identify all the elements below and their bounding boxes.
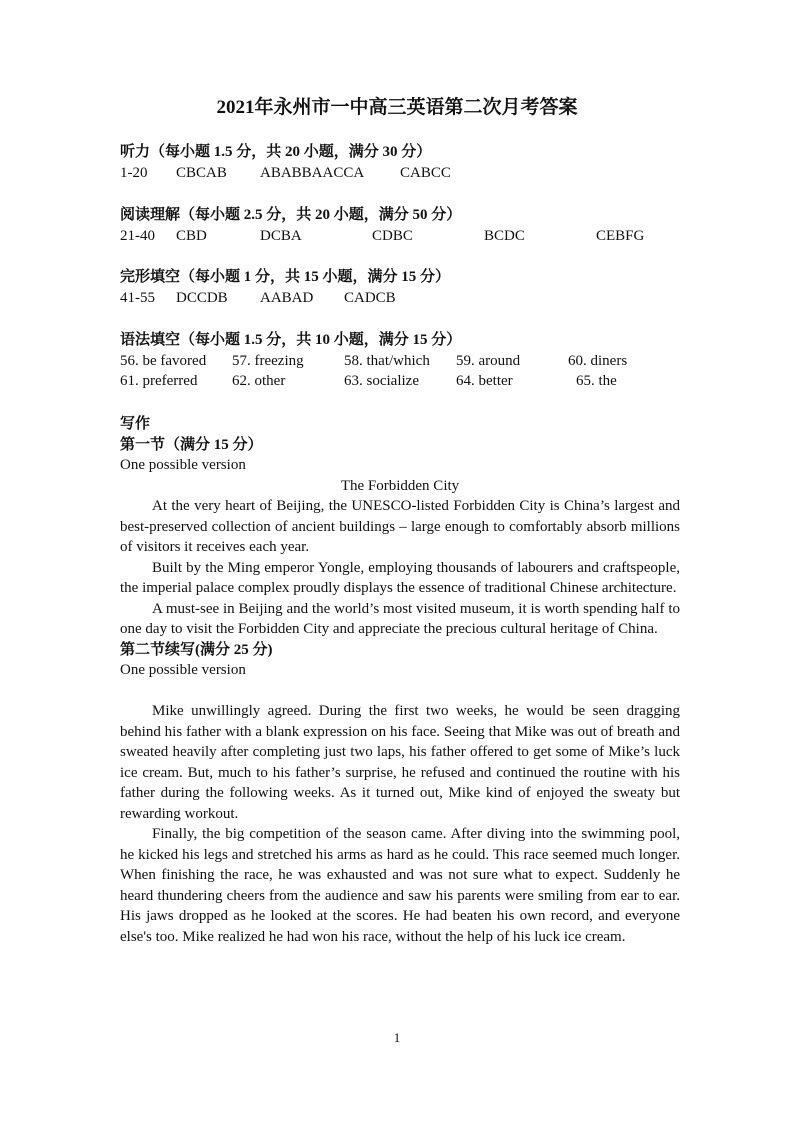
listening-section bbox=[120, 142, 680, 183]
page-number: 1 bbox=[393, 1030, 401, 1045]
answer-group: CBD bbox=[176, 227, 207, 244]
writing-section bbox=[120, 414, 680, 947]
writing-heading: 写作 bbox=[120, 416, 151, 432]
answer-group: CDBC bbox=[372, 227, 413, 244]
grammar-answer: 64. better bbox=[456, 373, 513, 389]
grammar-answer: 58. that/which bbox=[344, 352, 430, 369]
answer-group: CABCC bbox=[400, 164, 451, 181]
answer-group: AABAD bbox=[260, 289, 314, 306]
cloze-section bbox=[120, 267, 680, 308]
reading-section bbox=[120, 205, 680, 246]
grammar-answer: 63. socialize bbox=[344, 373, 419, 389]
cloze-range: 41-55 bbox=[120, 289, 155, 306]
grammar-answers-row bbox=[120, 351, 680, 372]
grammar-answer: 61. preferred bbox=[120, 373, 198, 389]
answer-group: ABABBAACCA bbox=[260, 164, 365, 181]
listening-range: 1-20 bbox=[120, 164, 148, 181]
cloze-heading: 完形填空（每小题 1 分，共 15 小题，满分 15 分） bbox=[120, 269, 451, 285]
cloze-answers bbox=[120, 288, 680, 309]
version-label: One possible version bbox=[120, 457, 246, 473]
reading-heading: 阅读理解（每小题 2.5 分，共 20 小题，满分 50 分） bbox=[120, 207, 462, 223]
answer-group: CEBFG bbox=[596, 227, 645, 244]
grammar-answer: 65. the bbox=[576, 373, 617, 389]
reading-range: 21-40 bbox=[120, 227, 155, 244]
listening-heading: 听力（每小题 1.5 分，共 20 小题，满分 30 分） bbox=[120, 144, 432, 160]
grammar-answer: 59. around bbox=[456, 352, 521, 369]
grammar-section bbox=[120, 330, 680, 392]
grammar-heading: 语法填空（每小题 1.5 分，共 10 小题，满分 15 分） bbox=[120, 332, 462, 348]
grammar-answer: 56. be favored bbox=[120, 352, 207, 369]
page-title: 2021年永州市一中高三英语第二次月考答案 bbox=[216, 97, 578, 118]
version-label: One possible version bbox=[120, 662, 246, 678]
part2-heading: 第二节续写(满分 25 分) bbox=[120, 641, 273, 658]
grammar-answers-row bbox=[120, 371, 680, 392]
answer-group: CADCB bbox=[344, 289, 396, 306]
answer-group: BCDC bbox=[484, 227, 525, 244]
reading-answers bbox=[120, 226, 680, 247]
essay-paragraph: A must-see in Beijing and the world’s most visited museum, it is worth spending half to one day to visit the Forbidden City and appreciate the precious cultural heritage of China. bbox=[120, 600, 680, 637]
essay-paragraph: At the very heart of Beijing, the UNESCO-listed Forbidden City is China’s largest and best-preserved collection of ancient buildings – large enough to comfortably absorb millions of visitors it receives each year. bbox=[120, 498, 680, 555]
listening-answers bbox=[120, 163, 680, 184]
essay-title: The Forbidden City bbox=[340, 477, 460, 494]
continuation-paragraph: Mike unwillingly agreed. During the first two weeks, he would be seen dragging behind his father with a blank expression on his face. Seeing that Mike was out of breath and sweated heavily after completing just two laps, his father offered to get some of Mike’s luck ice cream. But, much to his father’s surprise, he refused and continued the routine with his father during the following weeks. As it turned out, Mike kind of enjoyed the sweaty but rewarding workout. bbox=[120, 703, 680, 822]
continuation-paragraph: Finally, the big competition of the season came. After diving into the swimming pool, he kicked his legs and stretched his arms as hard as he could. This race seemed much longer. When finishing the race, he was exhausted and was not sure what to expect. Suddenly he heard thundering cheers from the audience and saw his parents were smiling from ear to ear. His jaws dropped as he looked at the scores. He had beaten his own record, and everyone else's too. Mike realized he had won his race, without the help of his luck ice cream. bbox=[120, 826, 680, 945]
answer-group: DCBA bbox=[260, 227, 302, 244]
grammar-answer: 62. other bbox=[232, 373, 286, 389]
part1-heading: 第一节（满分 15 分） bbox=[120, 436, 263, 453]
grammar-answer: 60. diners bbox=[568, 352, 628, 369]
answer-group: DCCDB bbox=[176, 289, 228, 306]
grammar-answer: 57. freezing bbox=[232, 352, 304, 369]
essay-paragraph: Built by the Ming emperor Yongle, employing thousands of labourers and craftspeople, the imperial palace complex proudly displays the essence of traditional Chinese architecture. bbox=[120, 559, 680, 596]
answer-group: CBCAB bbox=[176, 164, 227, 181]
